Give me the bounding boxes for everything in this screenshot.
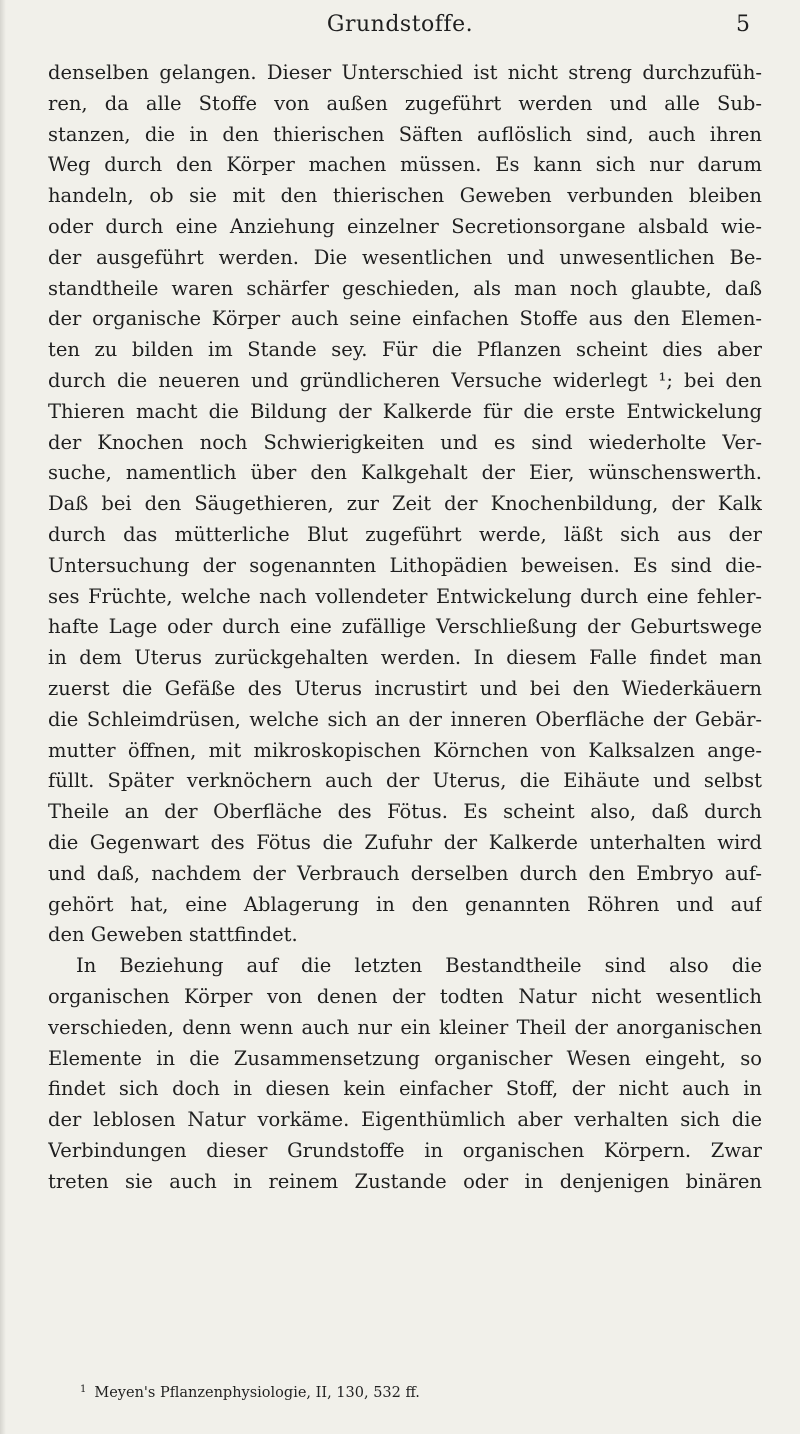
text-line: findet sich doch in diesen kein einfacher Stoff, der nicht auch in: [48, 1077, 762, 1101]
text-line: der ausgeführt werden. Die wesentlichen und unwesentlichen Be-: [48, 245, 762, 269]
paragraph-end-line: den Geweben stattfindet.: [48, 923, 298, 947]
page-header: [50, 12, 750, 48]
text-line: oder durch eine Anziehung einzelner Secretionsorgane alsbald wie-: [48, 214, 762, 238]
running-head: Grundstoffe.: [326, 12, 474, 37]
text-line: in dem Uterus zurückgehalten werden. In diesem Falle findet man: [48, 646, 762, 670]
text-line: hafte Lage oder durch eine zufällige Verschließung der Geburtswege: [48, 615, 762, 639]
text-line: mutter öffnen, mit mikroskopischen Körnchen von Kalksalzen ange-: [48, 738, 762, 762]
footnote: [80, 1380, 420, 1403]
footnote-text: Meyen's Pflanzenphysiologie, II, 130, 532 ff.: [94, 1385, 420, 1401]
text-line: denselben gelangen. Dieser Unterschied ist nicht streng durchzufüh-: [48, 61, 762, 84]
text-line: ren, da alle Stoffe von außen zugeführt werden und alle Sub-: [48, 91, 762, 115]
text-line: Weg durch den Körper machen müssen. Es kann sich nur darum: [48, 153, 762, 177]
footnote-marker: 1: [80, 1384, 87, 1395]
text-line: der organische Körper auch seine einfachen Stoffe aus den Elemen-: [48, 307, 762, 331]
text-line: ses Früchte, welche nach vollendeter Entwickelung durch eine fehler-: [48, 584, 762, 608]
text-line: ten zu bilden im Stande sey. Für die Pflanzen scheint dies aber: [48, 338, 762, 362]
text-line: die Schleimdrüsen, welche sich an der inneren Oberfläche der Gebär-: [48, 707, 762, 731]
text-line: die Gegenwart des Fötus die Zufuhr der Kalkerde unterhalten wird: [48, 830, 762, 854]
text-line: Verbindungen dieser Grundstoffe in organischen Körpern. Zwar: [48, 1138, 762, 1162]
text-line: Thieren macht die Bildung der Kalkerde für die erste Entwickelung: [48, 399, 762, 423]
text-line: stanzen, die in den thierischen Säften auflöslich sind, auch ihren: [48, 122, 762, 146]
text-line: durch das mütterliche Blut zugeführt werde, läßt sich aus der: [48, 522, 762, 546]
text-line: standtheile waren schärfer geschieden, als man noch glaubte, daß: [48, 276, 762, 300]
text-line: der Knochen noch Schwierigkeiten und es sind wiederholte Ver-: [48, 430, 762, 454]
paragraph-start-line: In Beziehung auf die letzten Bestandtheile sind also die: [76, 954, 762, 978]
text-line: durch die neueren und gründlicheren Versuche widerlegt ¹; bei den: [48, 368, 762, 392]
text-line: Elemente in die Zusammensetzung organischer Wesen eingeht, so: [48, 1046, 762, 1070]
page-number: 5: [736, 12, 750, 37]
text-line: und daß, nachdem der Verbrauch derselben durch den Embryo auf-: [48, 861, 762, 885]
text-line: treten sie auch in reinem Zustande oder in denjenigen binären: [48, 1169, 762, 1193]
text-line: Theile an der Oberfläche des Fötus. Es scheint also, daß durch: [48, 800, 762, 824]
text-line: der leblosen Natur vorkäme. Eigenthümlich aber verhalten sich die: [48, 1108, 762, 1132]
text-line: organischen Körper von denen der todten Natur nicht wesentlich: [48, 984, 762, 1008]
text-line: gehört hat, eine Ablagerung in den genannten Röhren und auf: [48, 892, 762, 916]
text-line: handeln, ob sie mit den thierischen Geweben verbunden bleiben: [48, 184, 762, 208]
body-text: [48, 58, 762, 1197]
text-line: Untersuchung der sogenannten Lithopädien beweisen. Es sind die-: [48, 553, 762, 577]
page-edge-shadow: [0, 0, 6, 1434]
text-line: verschieden, denn wenn auch nur ein kleiner Theil der anorganischen: [48, 1015, 762, 1039]
text-line: Daß bei den Säugethieren, zur Zeit der Knochenbildung, der Kalk: [48, 492, 762, 516]
text-line: füllt. Später verknöchern auch der Uterus, die Eihäute und selbst: [48, 769, 762, 793]
text-line: zuerst die Gefäße des Uterus incrustirt und bei den Wiederkäuern: [48, 676, 762, 700]
text-line: suche, namentlich über den Kalkgehalt der Eier, wünschenswerth.: [48, 461, 762, 485]
